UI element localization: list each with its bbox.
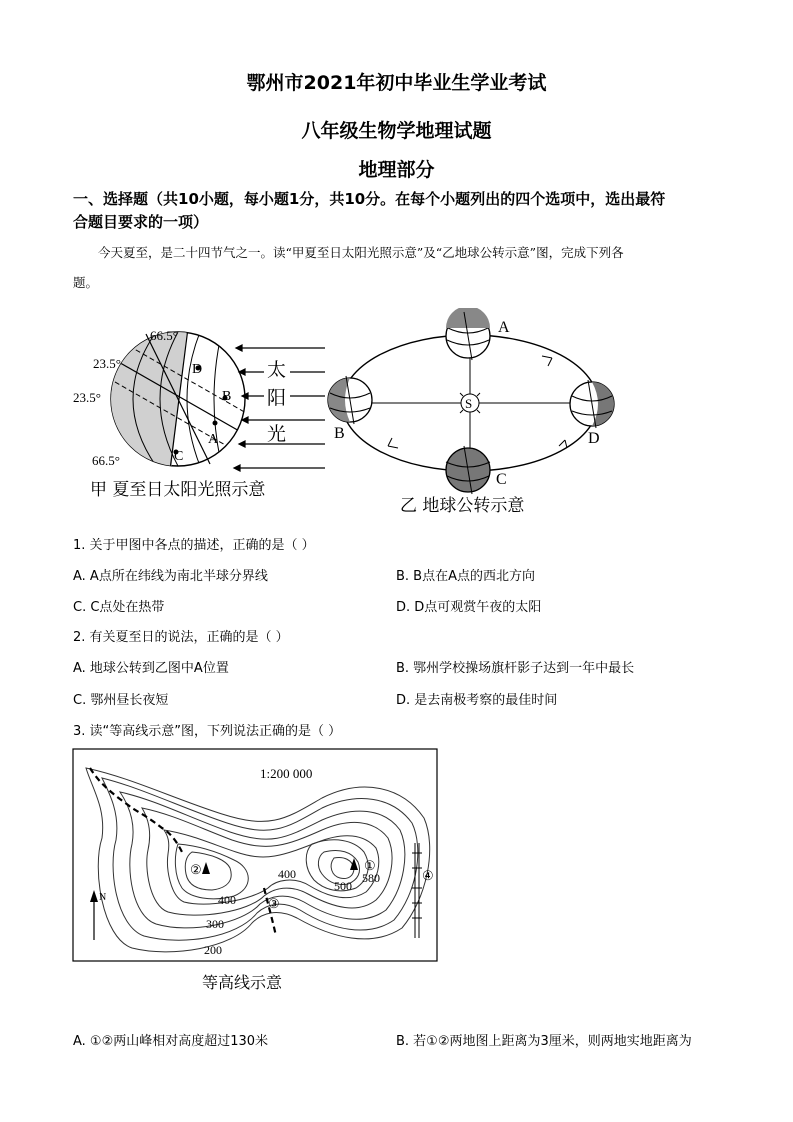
marker-2-label: ② xyxy=(190,862,202,877)
question-1-option-c: C. C点处在热带 xyxy=(73,600,165,615)
latitude-label-tropic-south: 23.5° xyxy=(73,390,101,405)
sunlight-char-3: 光 xyxy=(267,424,287,445)
latitude-label-bottom: 66.5° xyxy=(92,453,120,468)
point-a-label: A xyxy=(208,432,219,447)
contour-map-caption: 等高线示意 xyxy=(202,973,283,992)
intro-line1: 今天夏至，是二十四节气之一。读“甲夏至日太阳光照示意”及“乙地球公转示意”图，完成下列各 xyxy=(98,245,624,260)
question-1-option-d: D. D点可观赏午夜的太阳 xyxy=(396,600,542,615)
earth-position-a xyxy=(446,308,490,360)
elevation-label: 300 xyxy=(206,917,224,931)
contour-map-frame xyxy=(73,749,437,961)
north-label: N xyxy=(99,892,107,903)
intro-paragraph xyxy=(73,238,723,298)
question-2-option-d: D. 是去南极考察的最佳时间 xyxy=(396,693,558,708)
question-1-option-a: A. A点所在纬线为南北半球分界线 xyxy=(73,569,268,584)
orbit-label-a: A xyxy=(498,319,510,336)
orbit-label-b: B xyxy=(334,425,345,442)
point-c-label: C xyxy=(174,449,184,464)
earth-position-c xyxy=(446,446,490,494)
question-2-option-b: B. 鄂州学校操场旗杆影子达到一年中最长 xyxy=(396,661,635,676)
figure-contour-map xyxy=(72,748,444,998)
sun-label: S xyxy=(465,396,473,411)
exam-title: 鄂州市2021年初中毕业生学业考试 xyxy=(246,72,547,94)
question-2-stem: 2. 有关夏至日的说法，正确的是（ ） xyxy=(73,630,289,645)
elevation-label: 400 xyxy=(278,867,296,881)
section-heading xyxy=(73,188,733,234)
question-3-option-a: A. ①②两山峰相对高度超过130米 xyxy=(73,1034,269,1049)
marker-3-label: ③ xyxy=(268,896,280,911)
intro-line2: 题。 xyxy=(73,275,99,290)
marker-4-label: ④ xyxy=(422,868,434,883)
figure-summer-solstice-illumination xyxy=(70,320,330,505)
question-2-option-c: C. 鄂州昼长夜短 xyxy=(73,693,169,708)
map-scale: 1:200 000 xyxy=(260,766,313,781)
question-3-option-b: B. 若①②两地图上距离为3厘米，则两地实地距离为 xyxy=(396,1034,692,1049)
figure-jia-caption: 甲 夏至日太阳光照示意 xyxy=(90,480,266,500)
question-1-option-b: B. B点在A点的西北方向 xyxy=(396,569,535,584)
question-2-option-a: A. 地球公转到乙图中A位置 xyxy=(73,661,229,676)
point-b-label: B xyxy=(222,389,232,404)
earth-position-b xyxy=(328,376,372,424)
marker-1-label: ① xyxy=(364,858,376,873)
elevation-label: 580 xyxy=(362,871,380,885)
section-heading-line2: 合题目要求的一项） xyxy=(73,213,209,231)
elevation-label: 400 xyxy=(218,893,236,907)
sunlight-char-2: 阳 xyxy=(267,388,287,409)
question-3-stem: 3. 读“等高线示意”图，下列说法正确的是（ ） xyxy=(73,724,342,739)
figure-yi-caption: 乙 地球公转示意 xyxy=(400,496,525,516)
orbit-label-c: C xyxy=(496,471,507,488)
paper-subtitle: 八年级生物学地理试题 xyxy=(301,120,492,142)
orbit-label-d: D xyxy=(588,430,600,447)
section-heading-line1: 一、选择题（共10小题，每小题1分，共10分。在每个小题列出的四个选项中，选出最符 xyxy=(73,190,666,208)
elevation-label: 500 xyxy=(334,879,352,893)
elevation-label: 200 xyxy=(204,943,222,957)
latitude-label-top: 66.5° xyxy=(150,328,178,343)
point-a-marker xyxy=(213,421,218,426)
sunlight-char-1: 太 xyxy=(267,360,287,381)
part-title: 地理部分 xyxy=(358,159,435,181)
point-d-label: D xyxy=(192,362,203,377)
question-1-stem: 1. 关于甲图中各点的描述，正确的是（ ） xyxy=(73,538,315,553)
figure-earth-revolution xyxy=(320,308,630,523)
earth-position-d xyxy=(570,380,614,428)
latitude-label-tropic-north: 23.5° xyxy=(93,356,121,371)
